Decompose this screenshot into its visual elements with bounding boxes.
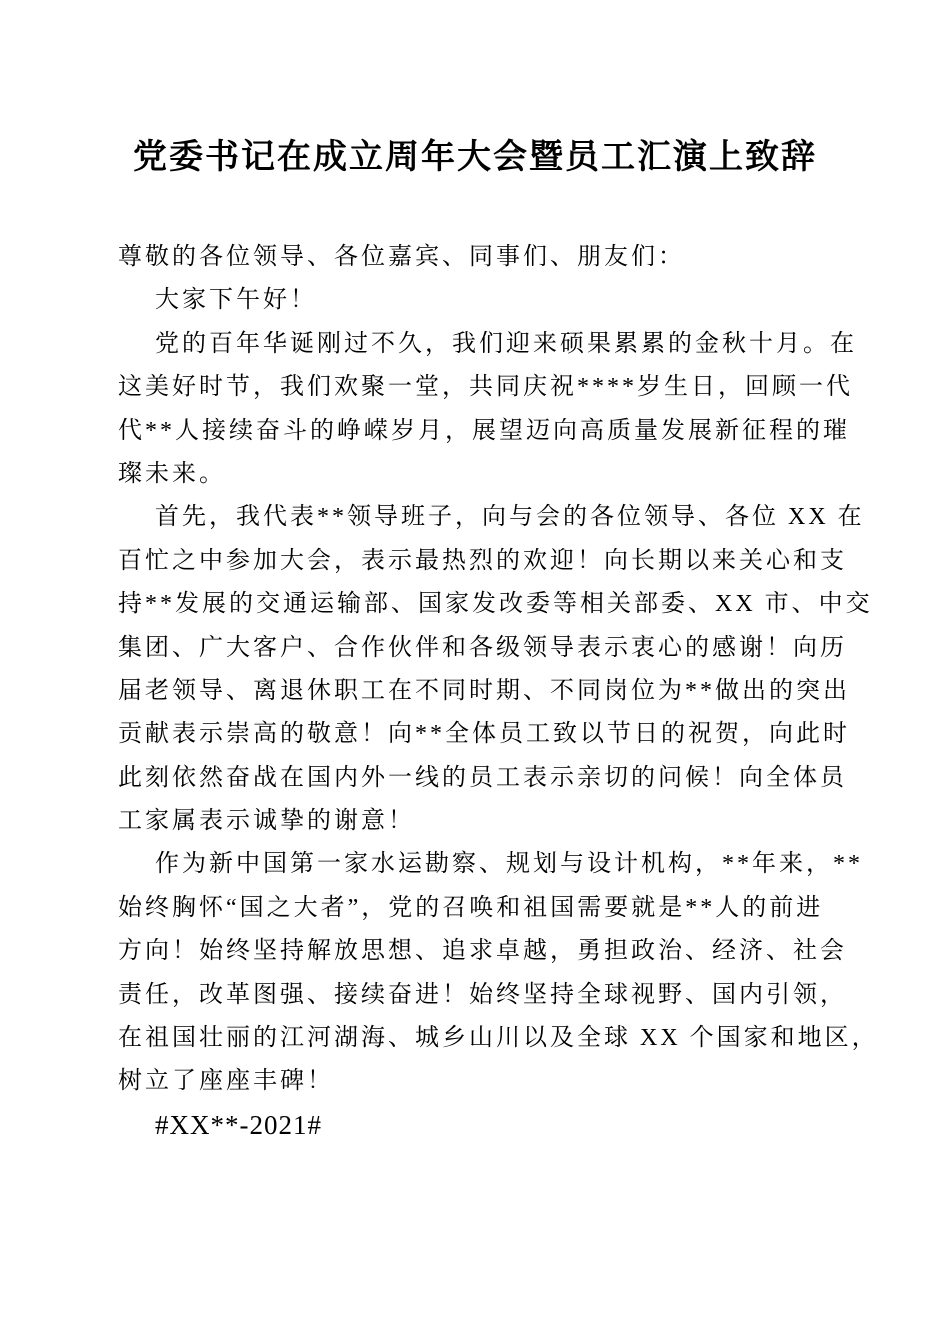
- text-line: 首先，我代表**领导班子，向与会的各位领导、各位 XX 在: [155, 504, 865, 531]
- text-line: 责任，改革图强、接续奋进！始终坚持全球视野、国内引领，: [118, 981, 847, 1008]
- text-line: 大家下午好！: [155, 287, 317, 314]
- text-line: 在祖国壮丽的江河湖海、城乡山川以及全球 XX 个国家和地区，: [118, 1025, 879, 1052]
- text-line: 此刻依然奋战在国内外一线的员工表示亲切的问候！向全体员: [118, 764, 847, 791]
- text-line: 树立了座座丰碑！: [118, 1068, 334, 1095]
- text-line: 尊敬的各位领导、各位嘉宾、同事们、朋友们：: [118, 244, 685, 270]
- document-body: [118, 236, 879, 1147]
- doc-reference-line: #XX**-2021#: [155, 1109, 322, 1140]
- text-line: 代**人接续奋斗的峥嵘岁月，展望迈向高质量发展新征程的璀: [118, 417, 850, 444]
- text-line: 持**发展的交通运输部、国家发改委等相关部委、XX 市、中交: [118, 591, 873, 618]
- text-line: 方向！始终坚持解放思想、追求卓越，勇担政治、经济、社会: [118, 938, 847, 965]
- text-line: 届老领导、离退休职工在不同时期、不同岗位为**做出的突出: [118, 677, 850, 704]
- text-line: 这美好时节，我们欢聚一堂，共同庆祝****岁生日，回顾一代: [118, 374, 853, 401]
- text-line: 璨未来。: [118, 460, 226, 487]
- text-line: 工家属表示诚挚的谢意！: [118, 808, 415, 835]
- text-line: 始终胸怀“国之大者”，党的召唤和祖国需要就是**人的前进: [118, 894, 824, 921]
- text-line: 百忙之中参加大会，表示最热烈的欢迎！向长期以来关心和支: [118, 547, 847, 574]
- text-line: 集团、广大客户、合作伙伴和各级领导表示衷心的感谢！向历: [118, 634, 847, 661]
- text-line: 贡献表示崇高的敬意！向**全体员工致以节日的祝贺，向此时: [118, 721, 850, 748]
- text-line: 作为新中国第一家水运勘察、规划与设计机构，**年来，**: [155, 851, 863, 878]
- document-title: 党委书记在成立周年大会暨员工汇演上致辞: [133, 139, 817, 176]
- text-line: 党的百年华诞刚过不久，我们迎来硕果累累的金秋十月。在: [155, 330, 857, 357]
